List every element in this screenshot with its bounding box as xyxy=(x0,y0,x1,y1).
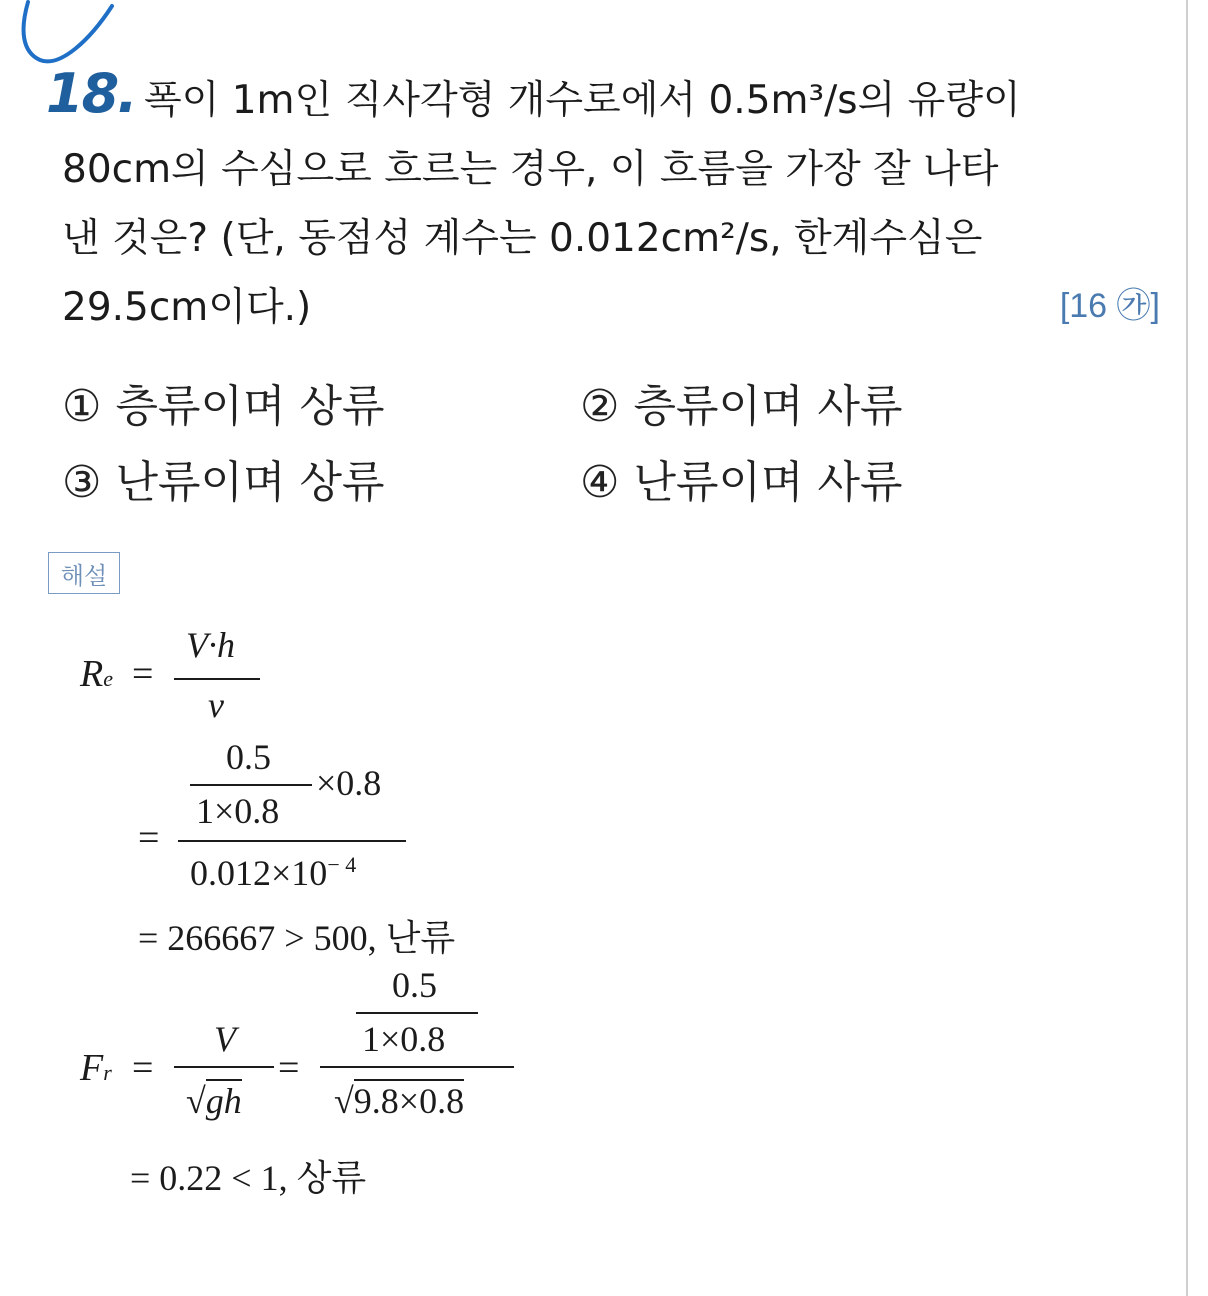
question-line-2: 80cm의 수심으로 흐르는 경우, 이 흐름을 가장 잘 나타 xyxy=(62,147,999,192)
re-times-depth: ×0.8 xyxy=(316,763,382,803)
fr-equals: = xyxy=(132,1047,154,1089)
re-main-denominator: $0.012\times 10^{- 4}$ xyxy=(190,852,357,893)
re-inner-denominator: 1×0.8 xyxy=(196,791,280,831)
re-symbol: Re xyxy=(80,653,113,695)
question-line-3: 낸 것은? (단, 동점성 계수는 0.012cm²/s, 한계수심은 xyxy=(62,216,983,261)
re-frac-numerator: V·h xyxy=(186,625,235,665)
fr-fraction-bar xyxy=(174,1066,274,1068)
re-inner-fraction-bar xyxy=(190,784,312,786)
question-number: 18. xyxy=(46,62,136,125)
choice-4[interactable] xyxy=(580,446,902,510)
re-result-word: 난류 xyxy=(385,918,456,959)
choice-3-number: ③ xyxy=(62,457,102,508)
fr-result-word: 상류 xyxy=(296,1158,367,1199)
fr-main-denominator: √9.8×0.8 xyxy=(334,1081,465,1121)
choice-4-number: ④ xyxy=(580,457,620,508)
choice-2[interactable] xyxy=(580,370,902,434)
choice-3-text: 난류이며 상류 xyxy=(115,457,385,508)
fr-main-fraction-bar xyxy=(320,1066,514,1068)
re-equals: = xyxy=(132,653,154,695)
fr-frac-denominator: √gh xyxy=(186,1081,242,1121)
choice-1[interactable] xyxy=(62,370,384,434)
choice-1-number: ① xyxy=(62,381,102,432)
fr-symbol: Fr xyxy=(80,1047,112,1089)
re-main-fraction-bar xyxy=(178,840,406,842)
question-line-1: 폭이 1m인 직사각형 개수로에서 0.5m³/s의 유량이 xyxy=(144,78,1021,123)
re-result: = 266667 > 500, 난류 xyxy=(138,918,456,959)
question-text xyxy=(62,66,1162,342)
choice-1-text: 층류이며 상류 xyxy=(115,381,385,432)
choice-2-text: 층류이며 사류 xyxy=(633,381,903,432)
exam-source-tag: [16 ㉮] xyxy=(1059,287,1160,325)
fr-frac-numerator: V xyxy=(214,1019,236,1059)
re-fraction-bar xyxy=(174,678,260,680)
fr-result: = 0.22 < 1, 상류 xyxy=(130,1158,367,1199)
fr-inner-denominator: 1×0.8 xyxy=(362,1019,446,1059)
fr-equals-2: = xyxy=(278,1047,300,1089)
choice-4-text: 난류이며 사류 xyxy=(633,457,903,508)
page-edge xyxy=(1186,0,1188,1296)
choice-3[interactable] xyxy=(62,446,384,510)
re-equals-2: = xyxy=(138,817,160,859)
choice-2-number: ② xyxy=(580,381,620,432)
question-line-4: 29.5cm이다.) xyxy=(62,285,312,330)
re-inner-numerator: 0.5 xyxy=(226,737,271,777)
fr-inner-numerator: 0.5 xyxy=(392,965,437,1005)
fr-inner-fraction-bar xyxy=(356,1012,478,1014)
solution-label: 해설 xyxy=(48,552,120,594)
re-frac-denominator: ν xyxy=(208,685,224,725)
